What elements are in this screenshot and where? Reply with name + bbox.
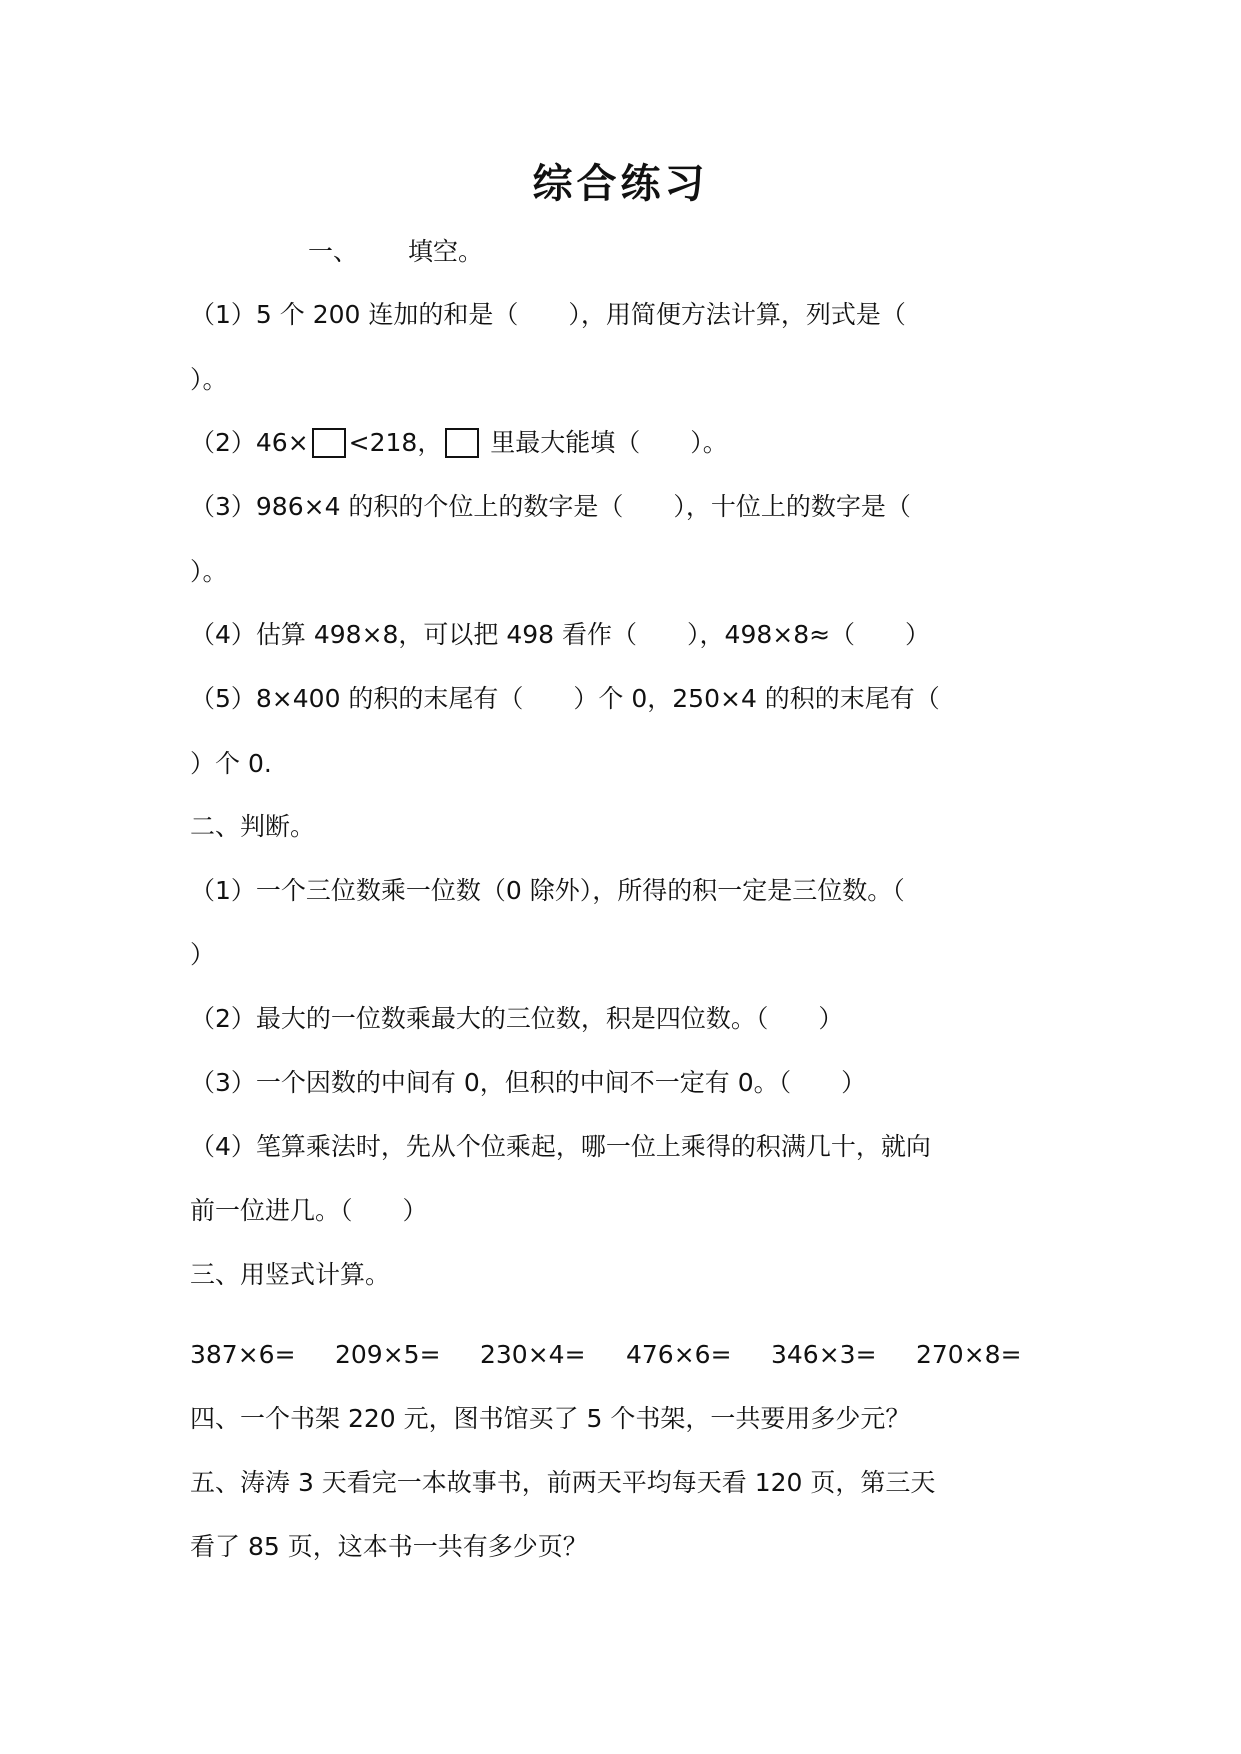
s2-question-4-line-1: （4）笔算乘法时，先从个位乘起，哪一位上乘得的积满几十，就向 (190, 1132, 931, 1161)
calc-item: 230×4= (480, 1340, 586, 1369)
section-5-problem-line-1: 五、涛涛 3 天看完一本故事书，前两天平均每天看 120 页，第三天 (190, 1468, 936, 1497)
s1-question-1-line-2: ）。 (190, 365, 228, 394)
s1-question-5-line-2: ）个 0. (190, 749, 272, 778)
s2-question-2: （2）最大的一位数乘最大的三位数，积是四位数。（ ） (190, 1004, 844, 1033)
calc-item: 209×5= (335, 1340, 441, 1369)
s1-q2-part-3: 里最大能填（ ）。 (482, 428, 728, 457)
section-1-heading (308, 232, 1188, 272)
section-1-title: 填空。 (408, 237, 484, 266)
s1-question-2 (190, 423, 1070, 463)
calc-item: 270×8= (916, 1340, 1022, 1369)
s1-q2-part-1: （2）46× (190, 428, 309, 457)
section-2-heading: 二、判断。 (190, 812, 316, 841)
s2-question-3: （3）一个因数的中间有 0，但积的中间不一定有 0。（ ） (190, 1068, 867, 1097)
blank-box[interactable] (312, 428, 346, 458)
page-title: 综合练习 (532, 160, 709, 207)
section-5-problem-line-2: 看了 85 页，这本书一共有多少页？ (190, 1532, 588, 1561)
section-4-problem: 四、一个书架 220 元，图书馆买了 5 个书架，一共要用多少元？ (190, 1404, 911, 1433)
s1-question-4: （4）估算 498×8，可以把 498 看作（ ），498×8≈（ ） (190, 620, 931, 649)
s2-question-4-line-2: 前一位进几。（ ） (190, 1196, 428, 1225)
blank-box[interactable] (445, 428, 479, 458)
calc-item: 387×6= (190, 1340, 296, 1369)
s1-question-1-line-1: （1）5 个 200 连加的和是（ ），用简便方法计算，列式是（ (190, 300, 906, 329)
s1-question-3-line-2: ）。 (190, 557, 228, 586)
section-1-number: 一、 (308, 237, 359, 266)
s2-question-1-line-1: （1）一个三位数乘一位数（0 除外），所得的积一定是三位数。（ (190, 876, 905, 905)
s2-question-1-line-2: ） (190, 940, 216, 969)
s1-question-5-line-1: （5）8×400 的积的末尾有（ ）个 0，250×4 的积的末尾有（ (190, 684, 940, 713)
s1-question-3-line-1: （3）986×4 的积的个位上的数字是（ ），十位上的数字是（ (190, 492, 911, 521)
s1-q2-part-2: <218， (348, 428, 443, 457)
calc-item: 346×3= (771, 1340, 877, 1369)
section-3-heading: 三、用竖式计算。 (190, 1260, 391, 1289)
calc-item: 476×6= (626, 1340, 732, 1369)
